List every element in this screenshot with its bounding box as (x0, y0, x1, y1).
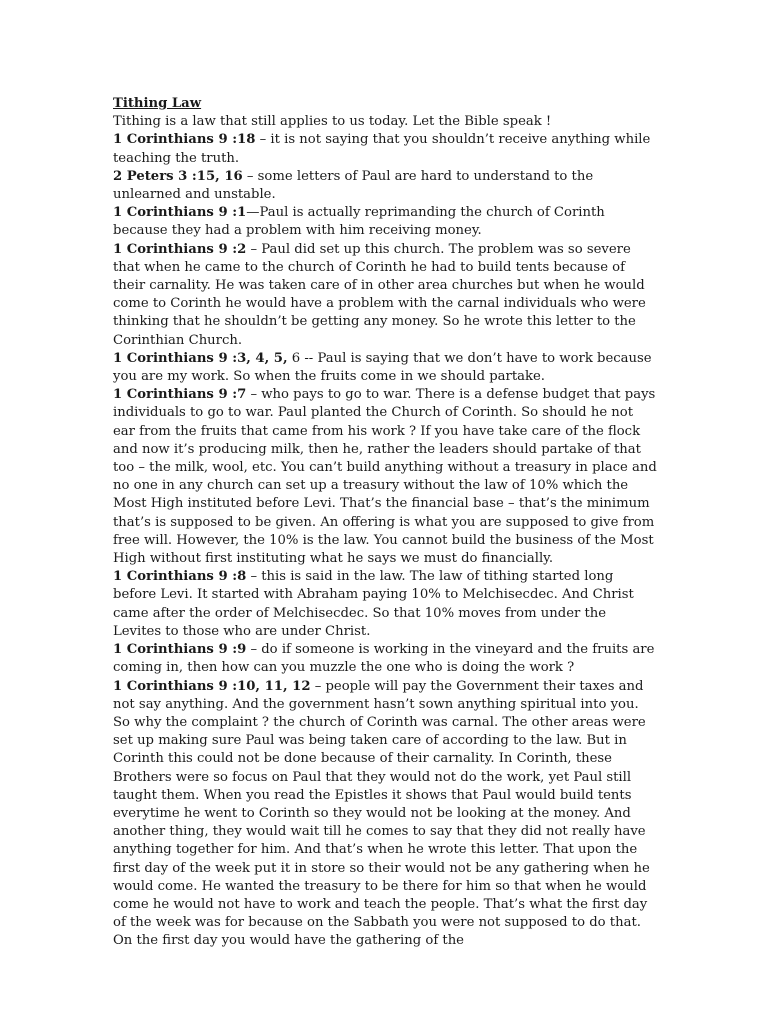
paragraph-1cor-9-1 (113, 204, 658, 240)
paragraph-1cor-9-8 (113, 568, 658, 641)
paragraph-text: – do if someone is working in the vineyard and the fruits are coming in, then how can you muzzle the one who is doing the work ? (113, 642, 655, 676)
document-title: Tithing Law (113, 96, 202, 111)
verse-reference: 1 Corinthians 9 :10, 11, 12 (113, 678, 311, 694)
paragraph-text: – Paul did set up this church. The problem was so severe that when he came to the church of Corinth he had to build tents because of their carnality. He was taken care of in other area churches but when he would come to Corinth he would have a problem with the carnal individuals who were thinking that he shouldn’t be getting any money. So he wrote this letter to the Corinthian Church. (113, 241, 646, 348)
verse-reference: 1 Corinthians 9 :1 (113, 205, 247, 221)
paragraph-text: – people will pay the Government their taxes and not say anything. And the government hasn’t sown anything spiritual into you. So why the complaint ? the church of Corinth was carnal. The other areas were set up making sure Paul was being taken care of according to the law. But in Corinth this could not be done because of their carnality. In Corinth, these Brothers were so focus on Paul that they would not do the work, yet Paul still taught them. When you read the Epistles it shows that Paul would build tents everytime he went to Corinth so they would not be looking at the money. And another thing, they would wait till he comes to say that they did not really have anything together for him. And that’s when he wrote this letter. That upon the first day of the week put it in store so their would not be any gathering when he would come. He wanted the treasury to be there for him so that when he would come he would not have to work and teach the people. That’s what the first day of the week was for because on the Sabbath you were not supposed to do that. On the first day you would have the gathering of the (113, 678, 650, 949)
verse-reference: 1 Corinthians 9 :3, 4, 5, (113, 350, 288, 366)
verse-reference: 1 Corinthians 9 :8 (113, 569, 247, 585)
paragraph-text: – who pays to go to war. There is a defense budget that pays individuals to go to war. Paul planted the Church of Corinth. So should he not ear from the fruits that came from his work ? If you have take care of the flock and now it’s producing milk, then he, rather the leaders should partake of that too – the milk, wool, etc. You can’t build anything without a treasury in place and no one in any church can set up a treasury without the law of 10% which the Most High instituted before Levi. That’s the financial base – that’s the minimum that’s is supposed to be given. An offering is what you are supposed to give from free will. However, the 10% is the law. You cannot build the business of the Most High without first instituting what he says we must do financially. (113, 387, 657, 567)
verse-reference: 1 Corinthians 9 :9 (113, 642, 247, 658)
paragraph-1cor-9-2 (113, 241, 658, 350)
paragraph-1cor-9-18 (113, 131, 658, 167)
paragraph-text: – this is said in the law. The law of tithing started long before Levi. It started with Abraham paying 10% to Melchisecdec. And Christ came after the order of Melchisecdec. So that 10% moves from under the Levites to those who are under Christ. (113, 569, 634, 639)
document-page (113, 95, 658, 951)
paragraph-1cor-9-10 (113, 678, 658, 951)
paragraph-1cor-9-3 (113, 350, 658, 386)
paragraph-1cor-9-9 (113, 641, 658, 677)
paragraph-2pet-3-15 (113, 168, 658, 204)
verse-reference: 1 Corinthians 9 :18 (113, 132, 256, 148)
paragraph-text: —Paul is actually reprimanding the church of Corinth because they had a problem with him receiving money. (113, 205, 605, 239)
paragraph-1cor-9-7 (113, 386, 658, 568)
verse-reference: 1 Corinthians 9 :7 (113, 387, 247, 403)
paragraph-text: – it is not saying that you shouldn’t receive anything while teaching the truth. (113, 132, 651, 166)
verse-reference: 1 Corinthians 9 :2 (113, 241, 247, 257)
intro-paragraph: Tithing is a law that still applies to us today. Let the Bible speak ! (113, 114, 552, 130)
verse-reference: 2 Peters 3 :15, 16 (113, 168, 243, 184)
paragraph-text: – some letters of Paul are hard to understand to the unlearned and unstable. (113, 168, 594, 203)
paragraph-text: 6 -- Paul is saying that we don’t have to work because you are my work. So when the fruits come in we should partake. (113, 350, 652, 385)
